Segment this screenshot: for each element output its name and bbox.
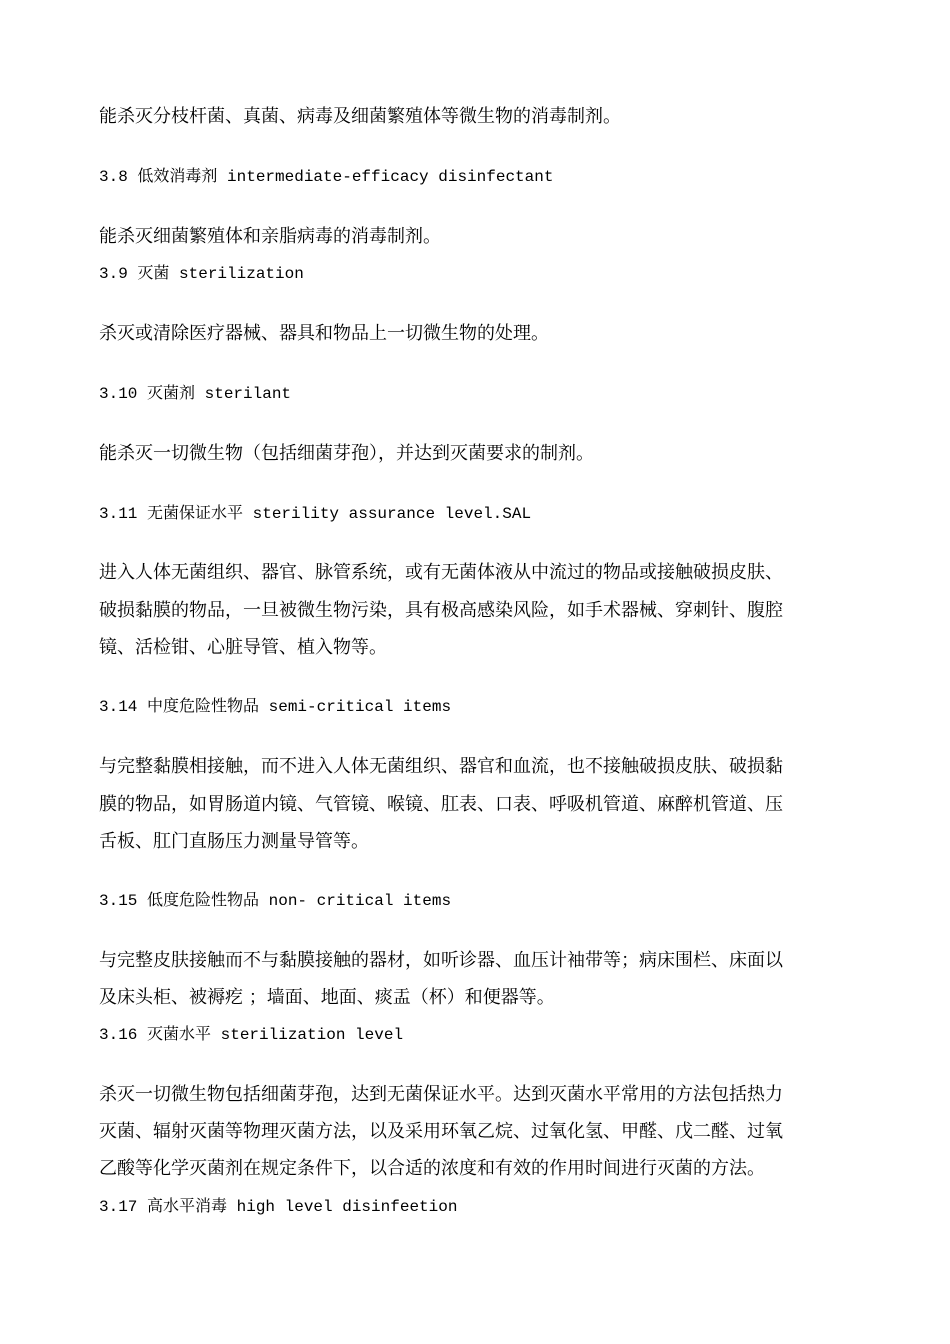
paragraph-line: 膜的物品，如胃肠道内镜、气管镜、喉镜、肛表、口表、呼吸机管道、麻醉机管道、压	[99, 794, 783, 815]
paragraph-line: 舌板、肛门直肠压力测量导管等。	[99, 831, 369, 852]
paragraph-line: 与完整黏膜相接触，而不进入人体无菌组织、器官和血流，也不接触破损皮肤、破损黏	[99, 756, 783, 777]
section-heading-3-9: 3.9 灭菌 sterilization	[99, 265, 304, 283]
paragraph-line: 能杀灭细菌繁殖体和亲脂病毒的消毒制剂。	[99, 226, 441, 247]
paragraph-line: 镜、活检钳、心脏导管、植入物等。	[99, 637, 387, 658]
paragraph-line: 进入人体无菌组织、器官、脉管系统，或有无菌体液从中流过的物品或接触破损皮肤、	[99, 562, 783, 583]
paragraph-line: 杀灭或清除医疗器械、器具和物品上一切微生物的处理。	[99, 323, 549, 344]
paragraph-line: 与完整皮肤接触而不与黏膜接触的器材，如听诊器、血压计袖带等；病床围栏、床面以	[99, 950, 783, 971]
paragraph-line: 能杀灭分枝杆菌、真菌、病毒及细菌繁殖体等微生物的消毒制剂。	[99, 106, 621, 127]
section-heading-3-16: 3.16 灭菌水平 sterilization level	[99, 1026, 404, 1044]
section-heading-3-17: 3.17 高水平消毒 high level disinfeetion	[99, 1198, 458, 1216]
paragraph-line: 及床头柜、被褥疙 ；墙面、地面、痰盂（杯）和便器等。	[99, 987, 555, 1008]
paragraph-line: 破损黏膜的物品，一旦被微生物污染，具有极高感染风险，如手术器械、穿刺针、腹腔	[99, 600, 783, 621]
section-heading-3-10: 3.10 灭菌剂 sterilant	[99, 385, 292, 403]
paragraph-line: 乙酸等化学灭菌剂在规定条件下，以合适的浓度和有效的作用时间进行灭菌的方法。	[99, 1158, 765, 1179]
paragraph-line: 能杀灭一切微生物（包括细菌芽孢），并达到灭菌要求的制剂。	[99, 443, 594, 464]
paragraph-line: 杀灭一切微生物包括细菌芽孢，达到无菌保证水平。达到灭菌水平常用的方法包括热力	[99, 1084, 783, 1105]
section-heading-3-14: 3.14 中度危险性物品 semi-critical items	[99, 698, 452, 716]
section-heading-3-8: 3.8 低效消毒剂 intermediate-efficacy disinfectant	[99, 168, 554, 186]
section-heading-3-15: 3.15 低度危险性物品 non- critical items	[99, 892, 452, 910]
section-heading-3-11: 3.11 无菌保证水平 sterility assurance level.SAL	[99, 505, 532, 523]
paragraph-line: 灭菌、辐射灭菌等物理灭菌方法，以及采用环氧乙烷、过氧化氢、甲醛、戊二醛、过氧	[99, 1121, 783, 1142]
